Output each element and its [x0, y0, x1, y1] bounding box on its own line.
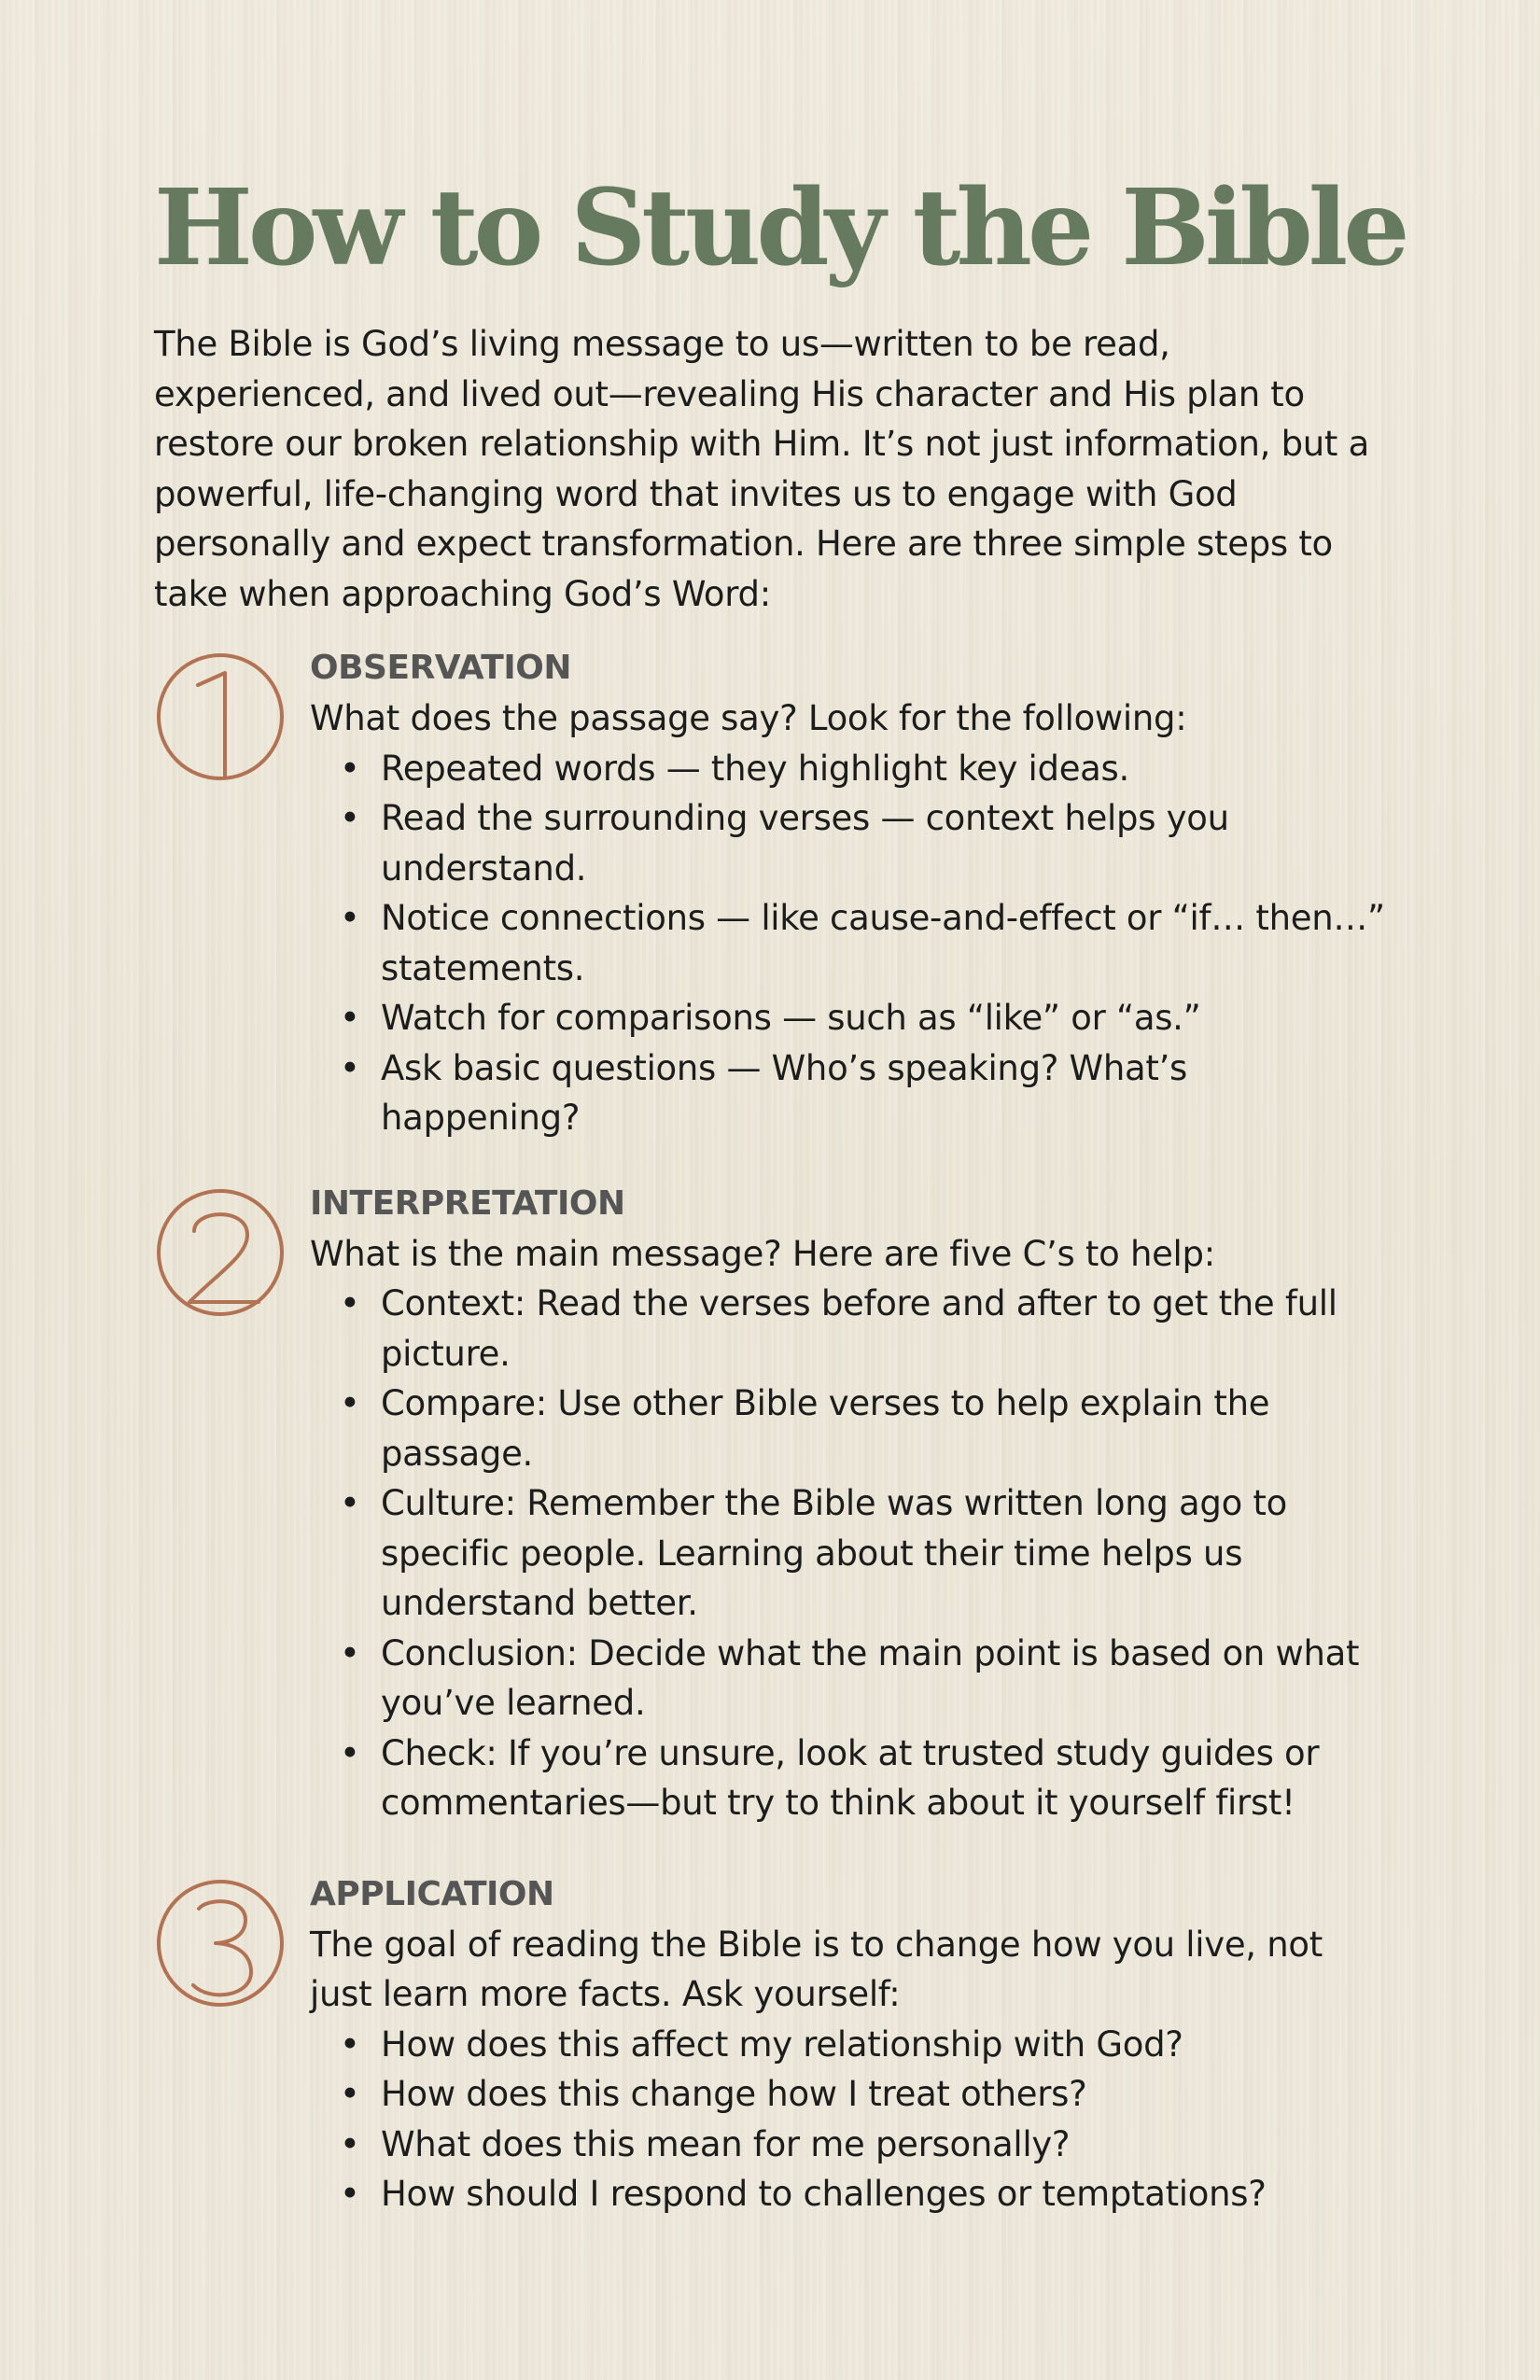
step-lead: What does the passage say? Look for the following:: [310, 698, 1187, 738]
list-item: • What does this mean for me personally?: [381, 2120, 1386, 2170]
step-heading: APPLICATION: [310, 1874, 554, 1913]
bullet-list: [310, 1279, 1386, 1828]
list-item: • Conclusion: Decide what the main point is based on what you’ve learned.: [381, 1629, 1386, 1729]
list-item: • Culture: Remember the Bible was written long ago to specific people. Learning about their time helps us understand better.: [381, 1478, 1386, 1629]
step-heading: INTERPRETATION: [310, 1183, 625, 1223]
list-item: • Compare: Use other Bible verses to help explain the passage.: [381, 1379, 1386, 1478]
step-lead: What is the main message? Here are five C’s to help:: [310, 1233, 1215, 1274]
step-lead: The goal of reading the Bible is to change how you live, not just learn more facts. Ask yourself:: [310, 1924, 1323, 2014]
list-item: • How should I respond to challenges or temptations?: [381, 2169, 1386, 2219]
list-item: • Repeated words — they highlight key ideas.: [381, 744, 1386, 794]
step-application: [154, 1869, 1386, 2219]
bullet-list: [310, 2020, 1386, 2219]
list-item: • Read the surrounding verses — context helps you understand.: [381, 793, 1386, 893]
numeral-3-circle-icon: [154, 1877, 287, 2009]
step-heading: OBSERVATION: [310, 649, 571, 687]
list-item: • Context: Read the verses before and after to get the full picture.: [381, 1279, 1386, 1379]
numeral-1-circle-icon: [154, 651, 287, 783]
bullet-list: [310, 744, 1386, 1143]
page-title: How to Study the Bible: [154, 167, 1406, 289]
list-item: • How does this change how I treat others?: [381, 2069, 1386, 2120]
list-item: • Check: If you’re unsure, look at trusted study guides or commentaries—but try to think about it yourself first!: [381, 1729, 1386, 1828]
list-item: • Ask basic questions — Who’s speaking? What’s happening?: [381, 1043, 1386, 1143]
step-observation: [154, 643, 1386, 1143]
list-item: • How does this affect my relationship with God?: [381, 2020, 1386, 2070]
intro-paragraph: The Bible is God’s living message to us—written to be read, experienced, and lived out—revealing His character and His plan to restore our broken relationship with Him. It’s not just information, but a powerful, life-changing word that invites us to engage with God personally and expect transformation. Here are three simple steps to take when approaching God’s Word:: [154, 324, 1369, 614]
numeral-2-circle-icon: [154, 1186, 287, 1319]
step-interpretation: [154, 1179, 1386, 1828]
list-item: • Watch for comparisons — such as “like” or “as.”: [381, 993, 1386, 1043]
page-content: [154, 159, 1406, 2219]
list-item: • Notice connections — like cause-and-effect or “if… then…” statements.: [381, 893, 1386, 993]
